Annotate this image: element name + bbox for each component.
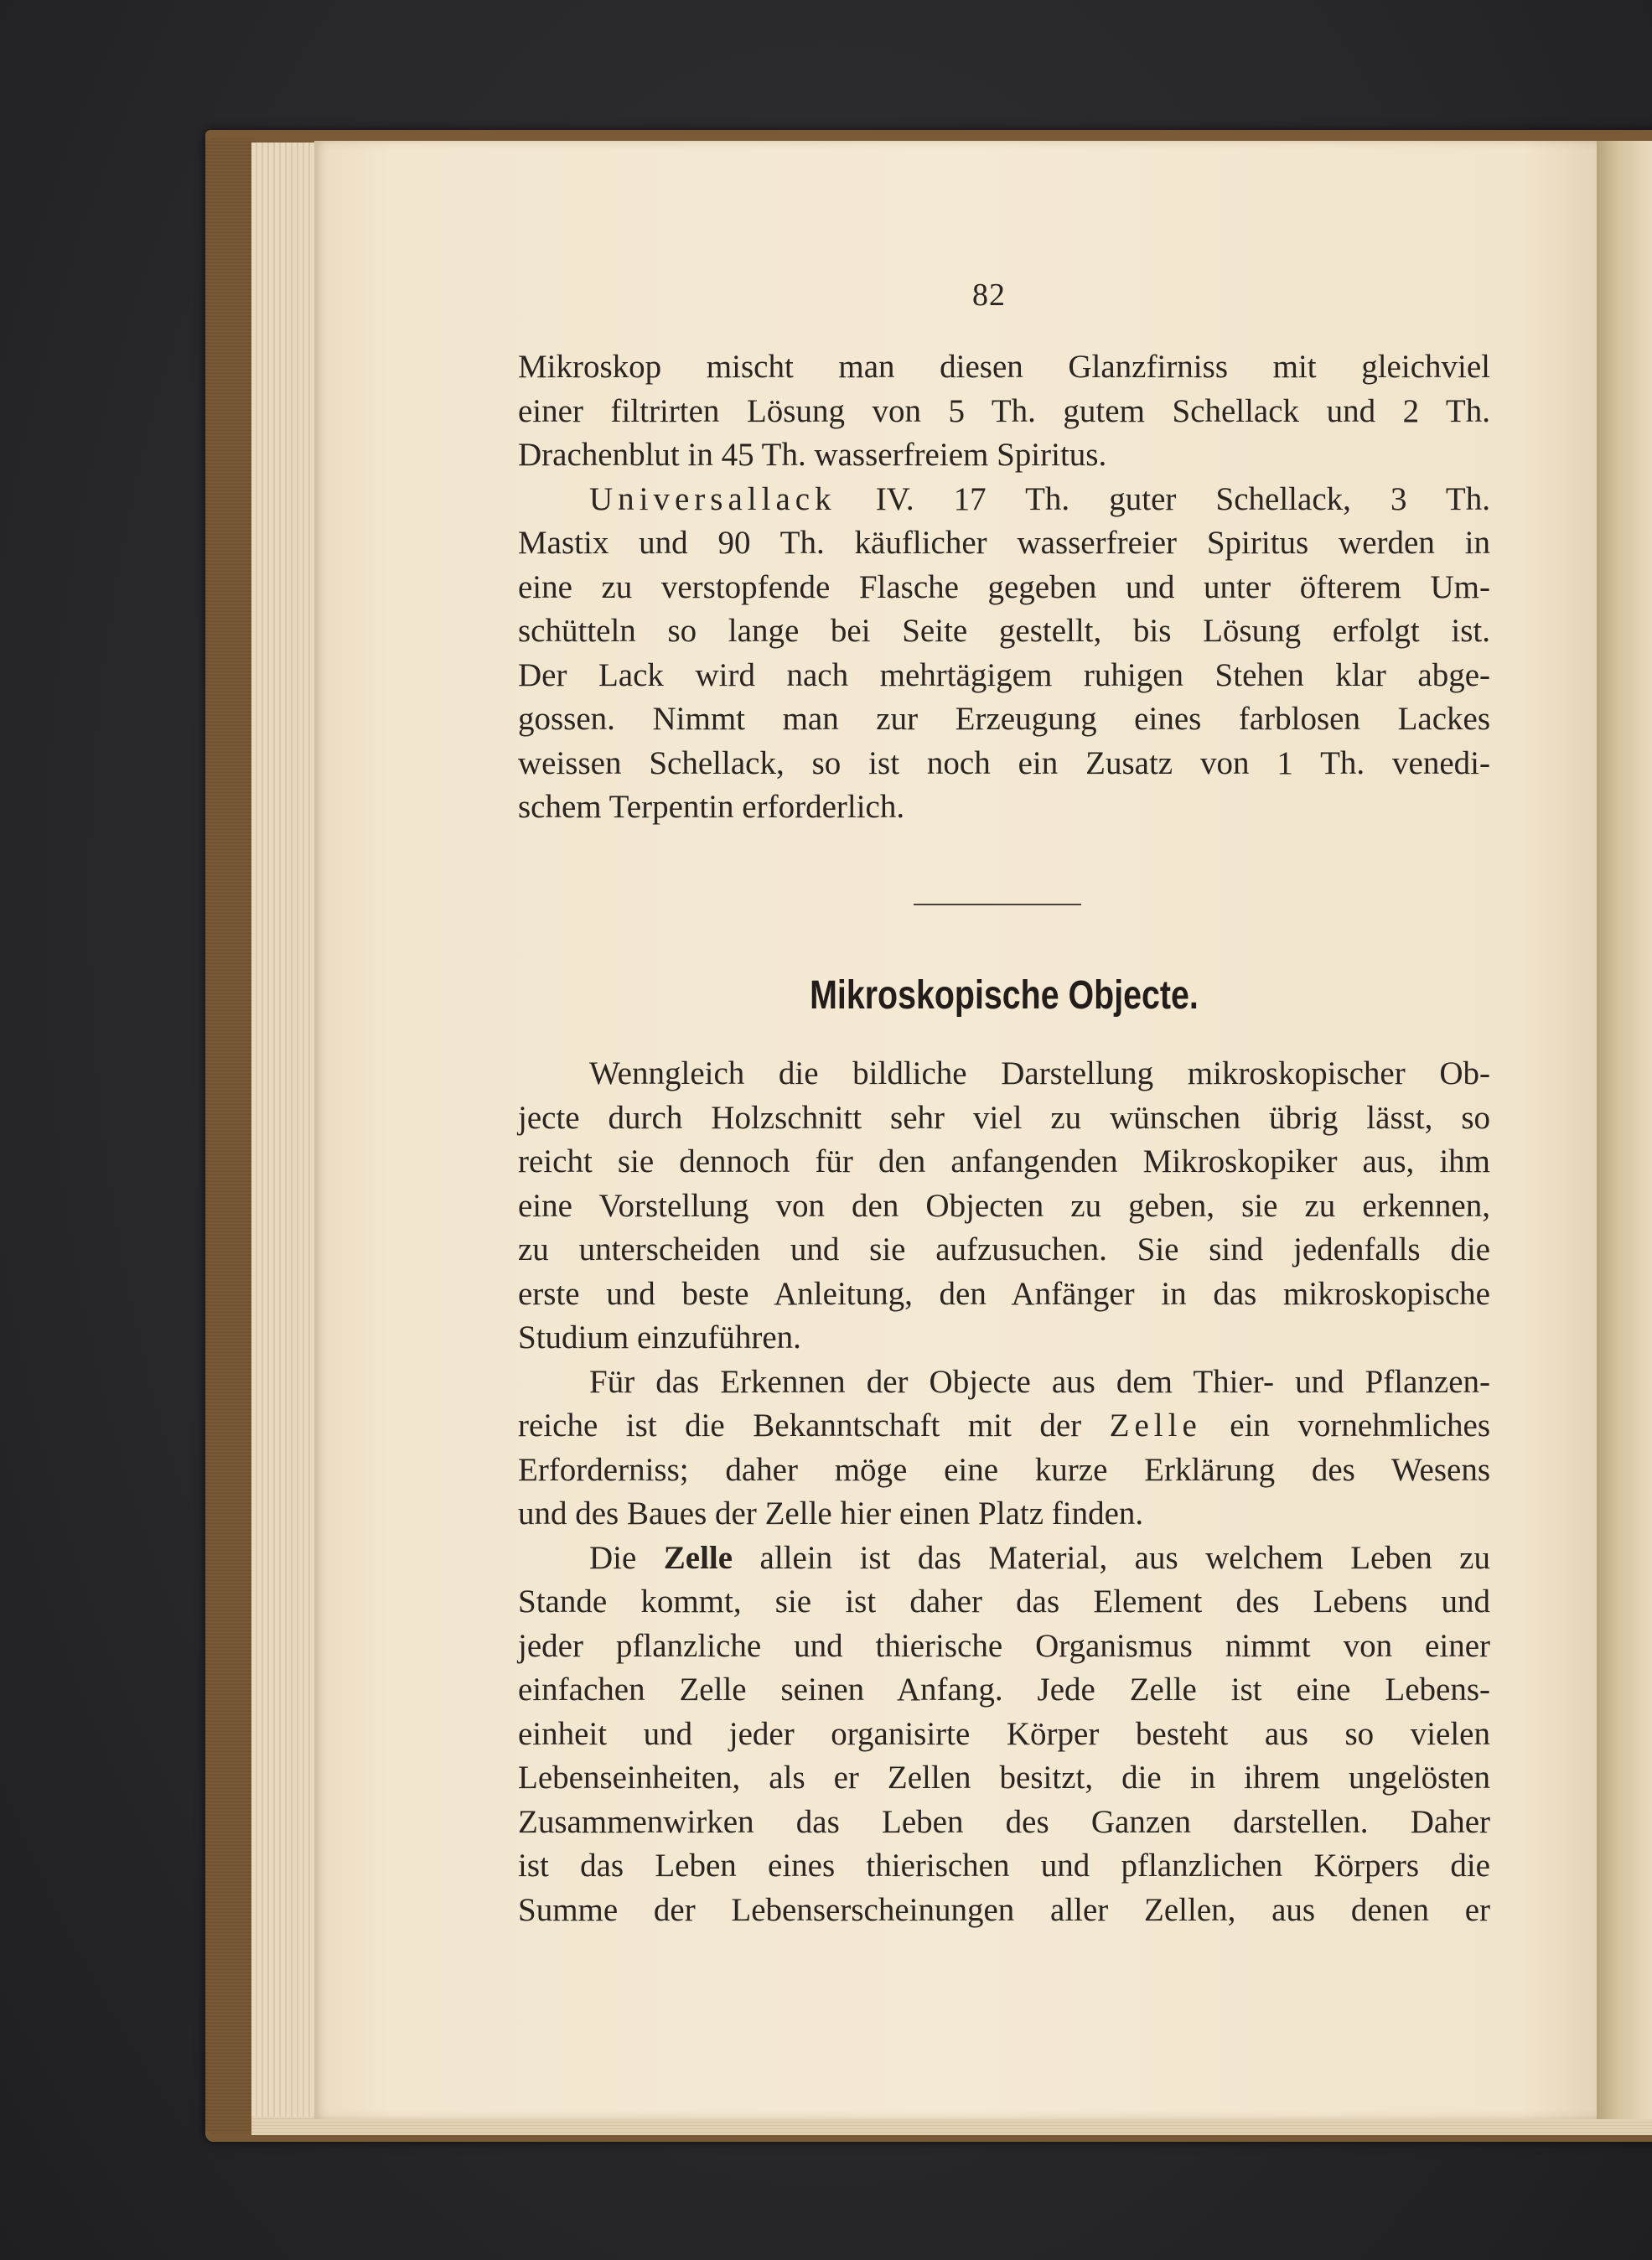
- text-line: [518, 1537, 1490, 1581]
- text-line: eine Vorstellung von den Objecten zu geben, sie zu erkennen,: [518, 1187, 1490, 1224]
- text-fragment: IV. 17 Th. guter Schellack, 3 Th.: [836, 480, 1490, 517]
- text-line: einer filtrirten Lösung von 5 Th. gutem Schellack und 2 Th.: [518, 392, 1490, 429]
- text-line: Mastix und 90 Th. käuflicher wasserfreier Spiritus werden in: [518, 525, 1490, 561]
- text-line: Der Lack wird nach mehrtägigem ruhigen Stehen klar abge-: [518, 656, 1490, 693]
- page-number: 82: [972, 277, 1006, 313]
- text-line: eine zu verstopfende Flasche gegeben und unter öfterem Um-: [518, 568, 1490, 605]
- text-line: jecte durch Holzschnitt sehr viel zu wünschen übrig lässt, so: [518, 1099, 1490, 1136]
- paragraph-erkennen: [518, 1361, 1490, 1537]
- section-heading: Mikroskopische Objecte.: [810, 973, 1199, 1018]
- paragraph-glanzfirniss: [518, 345, 1490, 478]
- paragraph-zelle: [518, 1537, 1490, 1933]
- text-fragment: Die: [589, 1539, 664, 1576]
- book-spine-edge: [205, 138, 256, 2133]
- text-line: Drachenblut in 45 Th. wasserfreiem Spiritus.: [518, 437, 1107, 473]
- paragraph-darstellung: [518, 1052, 1490, 1361]
- text-fragment: ein vornehmliches: [1201, 1407, 1491, 1444]
- text-line: reicht sie dennoch für den anfangenden Mikroskopiker aus, ihm: [518, 1143, 1490, 1179]
- text-line: einfachen Zelle seinen Anfang. Jede Zelle ist eine Lebens-: [518, 1672, 1490, 1708]
- text-line: erste und beste Anleitung, den Anfänger in das mikroskopische: [518, 1275, 1490, 1312]
- paragraph-universallack: [518, 478, 1490, 830]
- text-line: ist das Leben eines thierischen und pflanzlichen Körpers die: [518, 1848, 1490, 1884]
- section-divider: [914, 904, 1081, 905]
- text-fragment: reiche ist die Bekanntschaft mit der: [518, 1407, 1110, 1444]
- text-line: Summe der Lebenserscheinungen aller Zellen, aus denen er: [518, 1891, 1490, 1928]
- bold-term: Zelle: [663, 1539, 733, 1576]
- text-line: Für das Erkennen der Objecte aus dem Thier- und Pflanzen-: [589, 1363, 1490, 1400]
- text-line: zu unterscheiden und sie aufzusuchen. Sie sind jedenfalls die: [518, 1231, 1490, 1267]
- text-line: gossen. Nimmt man zur Erzeugung eines farblosen Lackes: [518, 701, 1490, 737]
- spaced-term: Universallack: [589, 480, 836, 517]
- text-line: Zusammenwirken das Leben des Ganzen darstellen. Daher: [518, 1803, 1490, 1840]
- text-line: Lebenseinheiten, als er Zellen besitzt, die in ihrem ungelösten: [518, 1760, 1490, 1796]
- text-line: einheit und jeder organisirte Körper besteht aus so vielen: [518, 1715, 1490, 1752]
- text-line: [518, 478, 1490, 522]
- text-fragment: allein ist das Material, aus welchem Leben zu: [733, 1539, 1490, 1576]
- book-gutter: [1597, 141, 1652, 2119]
- text-line: und des Baues der Zelle hier einen Platz finden.: [518, 1495, 1144, 1532]
- text-line: schem Terpentin erforderlich.: [518, 789, 905, 825]
- text-line: Studium einzuführen.: [518, 1319, 801, 1355]
- spaced-term: Zelle: [1109, 1407, 1202, 1444]
- continued-text-block: [518, 345, 1490, 830]
- text-line: [518, 1404, 1490, 1449]
- text-line: Erforderniss; daher möge eine kurze Erklärung des Wesens: [518, 1451, 1490, 1488]
- text-line: Mikroskop mischt man diesen Glanzfirniss mit gleichviel: [518, 349, 1490, 385]
- text-line: Wenngleich die bildliche Darstellung mikroskopischer Ob-: [589, 1055, 1490, 1091]
- text-line: weissen Schellack, so ist noch ein Zusatz von 1 Th. venedi-: [518, 744, 1490, 781]
- page-stack-bottom: [251, 2117, 1652, 2135]
- text-line: Stande kommt, sie ist daher das Element des Lebens und: [518, 1584, 1490, 1620]
- text-line: schütteln so lange bei Seite gestellt, bis Lösung erfolgt ist.: [518, 613, 1490, 649]
- section-text-block: [518, 1052, 1490, 1932]
- text-line: jeder pflanzliche und thierische Organismus nimmt von einer: [518, 1627, 1490, 1664]
